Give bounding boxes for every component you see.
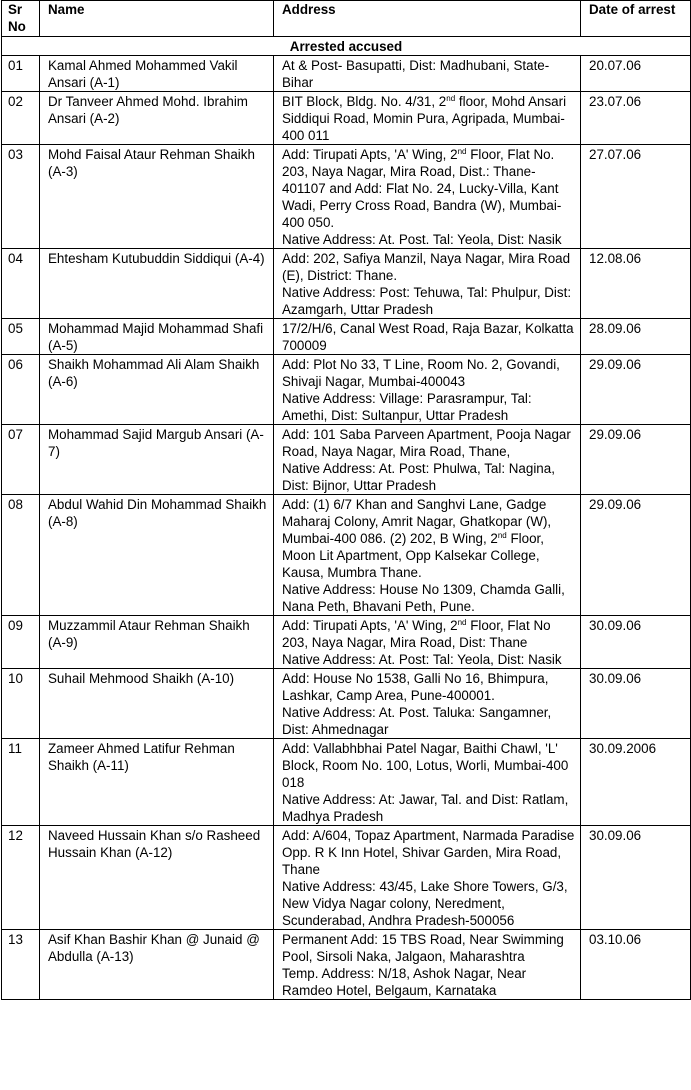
name-cell: Asif Khan Bashir Khan @ Junaid @ Abdulla (A-13): [40, 930, 274, 1000]
name-cell: Mohd Faisal Ataur Rehman Shaikh (A-3): [40, 145, 274, 249]
address-line: Add: 101 Saba Parveen Apartment, Pooja Nagar Road, Naya Nagar, Mira Road, Thane,: [282, 427, 571, 459]
address-cell: [274, 319, 581, 355]
address-line: Add: 202, Safiya Manzil, Naya Nagar, Mira Road (E), District: Thane.: [282, 251, 571, 283]
name-cell: Zameer Ahmed Latifur Rehman Shaikh (A-11): [40, 739, 274, 826]
arrested-accused-table: [1, 0, 691, 1000]
sr-no-cell: 05: [2, 319, 40, 355]
address-line: Native Address: Village: Parasrampur, Tal: Amethi, Dist: Sultanpur, Uttar Pradesh: [282, 391, 532, 423]
sr-no-cell: 01: [2, 56, 40, 92]
address-line: Add: House No 1538, Galli No 16, Bhimpura, Lashkar, Camp Area, Pune-400001.: [282, 671, 549, 703]
header-date-of-arrest: Date of arrest: [581, 1, 691, 37]
address-line: Native Address: At. Post: Phulwa, Tal: Nagina, Dist: Bijnor, Uttar Pradesh: [282, 461, 555, 493]
address-cell: [274, 739, 581, 826]
name-cell: Mohammad Majid Mohammad Shafi (A-5): [40, 319, 274, 355]
table-row: [2, 56, 691, 92]
address-line: Permanent Add: 15 TBS Road, Near Swimming Pool, Sirsoli Naka, Jalgaon, Maharashtra: [282, 932, 564, 964]
address-cell: [274, 425, 581, 495]
name-cell: Suhail Mehmood Shaikh (A-10): [40, 669, 274, 739]
date-of-arrest-cell: 30.09.06: [581, 616, 691, 669]
table-row: [2, 92, 691, 145]
table-row: [2, 826, 691, 930]
sr-no-cell: 06: [2, 355, 40, 425]
date-of-arrest-cell: 29.09.06: [581, 495, 691, 616]
table-row: [2, 319, 691, 355]
sr-no-cell: 04: [2, 249, 40, 319]
date-of-arrest-cell: 30.09.06: [581, 669, 691, 739]
address-line: Add: Plot No 33, T Line, Room No. 2, Govandi, Shivaji Nagar, Mumbai-400043: [282, 357, 560, 389]
section-row: [2, 37, 691, 56]
date-of-arrest-cell: 12.08.06: [581, 249, 691, 319]
address-line: Add: Vallabhbhai Patel Nagar, Baithi Chawl, 'L' Block, Room No. 100, Lotus, Worli, Mumbai-400 018: [282, 741, 569, 790]
table-row: [2, 495, 691, 616]
name-cell: Mohammad Sajid Margub Ansari (A-7): [40, 425, 274, 495]
sr-no-cell: 13: [2, 930, 40, 1000]
address-line: Temp. Address: N/18, Ashok Nagar, Near Ramdeo Hotel, Belgaum, Karnataka: [282, 966, 527, 998]
name-cell: Naveed Hussain Khan s/o Rasheed Hussain Khan (A-12): [40, 826, 274, 930]
header-row: [2, 1, 691, 37]
sr-no-cell: 07: [2, 425, 40, 495]
table-row: [2, 145, 691, 249]
table-row: [2, 425, 691, 495]
date-of-arrest-cell: 28.09.06: [581, 319, 691, 355]
address-line: Native Address: House No 1309, Chamda Galli, Nana Peth, Bhavani Peth, Pune.: [282, 582, 565, 614]
table-row: [2, 669, 691, 739]
sr-no-cell: 09: [2, 616, 40, 669]
name-cell: Ehtesham Kutubuddin Siddiqui (A-4): [40, 249, 274, 319]
ordinal-suffix: nd: [457, 147, 467, 156]
sr-no-cell: 03: [2, 145, 40, 249]
address-line: At & Post- Basupatti, Dist: Madhubani, State- Bihar: [282, 58, 550, 90]
name-cell: Kamal Ahmed Mohammed Vakil Ansari (A-1): [40, 56, 274, 92]
address-cell: [274, 930, 581, 1000]
address-cell: [274, 249, 581, 319]
address-cell: [274, 669, 581, 739]
address-line: Native Address: At: Jawar, Tal. and Dist: Ratlam, Madhya Pradesh: [282, 792, 569, 824]
address-cell: [274, 495, 581, 616]
name-cell: Dr Tanveer Ahmed Mohd. Ibrahim Ansari (A-2): [40, 92, 274, 145]
address-line: BIT Block, Bldg. No. 4/31, 2nd floor, Mohd Ansari Siddiqui Road, Momin Pura, Agripada, Mumbai-400 011: [282, 94, 567, 143]
table-row: [2, 739, 691, 826]
header-name: Name: [40, 1, 274, 37]
address-cell: [274, 826, 581, 930]
date-of-arrest-cell: 23.07.06: [581, 92, 691, 145]
table-row: [2, 355, 691, 425]
date-of-arrest-cell: 30.09.06: [581, 826, 691, 930]
address-line: Add: (1) 6/7 Khan and Sanghvi Lane, Gadge Maharaj Colony, Amrit Nagar, Ghatkopar (W), Mumbai-400 086. (2) 202, B Wing, 2nd Floor, Moon Lit Apartment, Opp Kalsekar College, Kausa, Mumbra Thane.: [282, 497, 552, 580]
name-cell: Shaikh Mohammad Ali Alam Shaikh (A-6): [40, 355, 274, 425]
address-line: Native Address: At. Post. Taluka: Sangamner, Dist: Ahmednagar: [282, 705, 552, 737]
address-line: Add: A/604, Topaz Apartment, Narmada Paradise Opp. R K Inn Hotel, Shivar Garden, Mira Road, Thane: [282, 828, 575, 877]
address-cell: [274, 355, 581, 425]
date-of-arrest-cell: 03.10.06: [581, 930, 691, 1000]
sr-no-cell: 10: [2, 669, 40, 739]
address-line: Add: Tirupati Apts, 'A' Wing, 2nd Floor, Flat No. 203, Naya Nagar, Mira Road, Dist.: Thane-401107 and Add: Flat No. 24, Lucky-Villa, Kant Wadi, Perry Cross Road, Bandra (W), Mumbai-400 050.: [282, 147, 562, 230]
name-cell: Abdul Wahid Din Mohammad Shaikh (A-8): [40, 495, 274, 616]
sr-no-cell: 12: [2, 826, 40, 930]
sr-no-cell: 11: [2, 739, 40, 826]
sr-no-cell: 08: [2, 495, 40, 616]
ordinal-suffix: nd: [446, 94, 456, 103]
date-of-arrest-cell: 29.09.06: [581, 425, 691, 495]
sr-no-cell: 02: [2, 92, 40, 145]
address-line: Native Address: At. Post. Tal: Yeola, Dist: Nasik: [282, 232, 562, 247]
address-cell: [274, 56, 581, 92]
header-address: Address: [274, 1, 581, 37]
date-of-arrest-cell: 20.07.06: [581, 56, 691, 92]
ordinal-suffix: nd: [457, 618, 467, 627]
address-cell: [274, 92, 581, 145]
name-cell: Muzzammil Ataur Rehman Shaikh (A-9): [40, 616, 274, 669]
address-line: Native Address: 43/45, Lake Shore Towers, G/3, New Vidya Nagar colony, Neredment, Scunderabad, Andhra Pradesh-500056: [282, 879, 568, 928]
address-cell: [274, 616, 581, 669]
section-title: Arrested accused: [2, 37, 691, 56]
date-of-arrest-cell: 29.09.06: [581, 355, 691, 425]
address-line: Add: Tirupati Apts, 'A' Wing, 2nd Floor, Flat No 203, Naya Nagar, Mira Road, Dist: Thane: [282, 618, 551, 650]
address-line: Native Address: Post: Tehuwa, Tal: Phulpur, Dist: Azamgarh, Uttar Pradesh: [282, 285, 572, 317]
address-line: Native Address: At. Post: Tal: Yeola, Dist: Nasik: [282, 652, 562, 667]
address-line: 17/2/H/6, Canal West Road, Raja Bazar, Kolkatta 700009: [282, 321, 574, 353]
address-cell: [274, 145, 581, 249]
header-sr-no: Sr No: [2, 1, 40, 37]
ordinal-suffix: nd: [497, 531, 507, 540]
table-row: [2, 616, 691, 669]
table-row: [2, 249, 691, 319]
date-of-arrest-cell: 30.09.2006: [581, 739, 691, 826]
table-row: [2, 930, 691, 1000]
date-of-arrest-cell: 27.07.06: [581, 145, 691, 249]
